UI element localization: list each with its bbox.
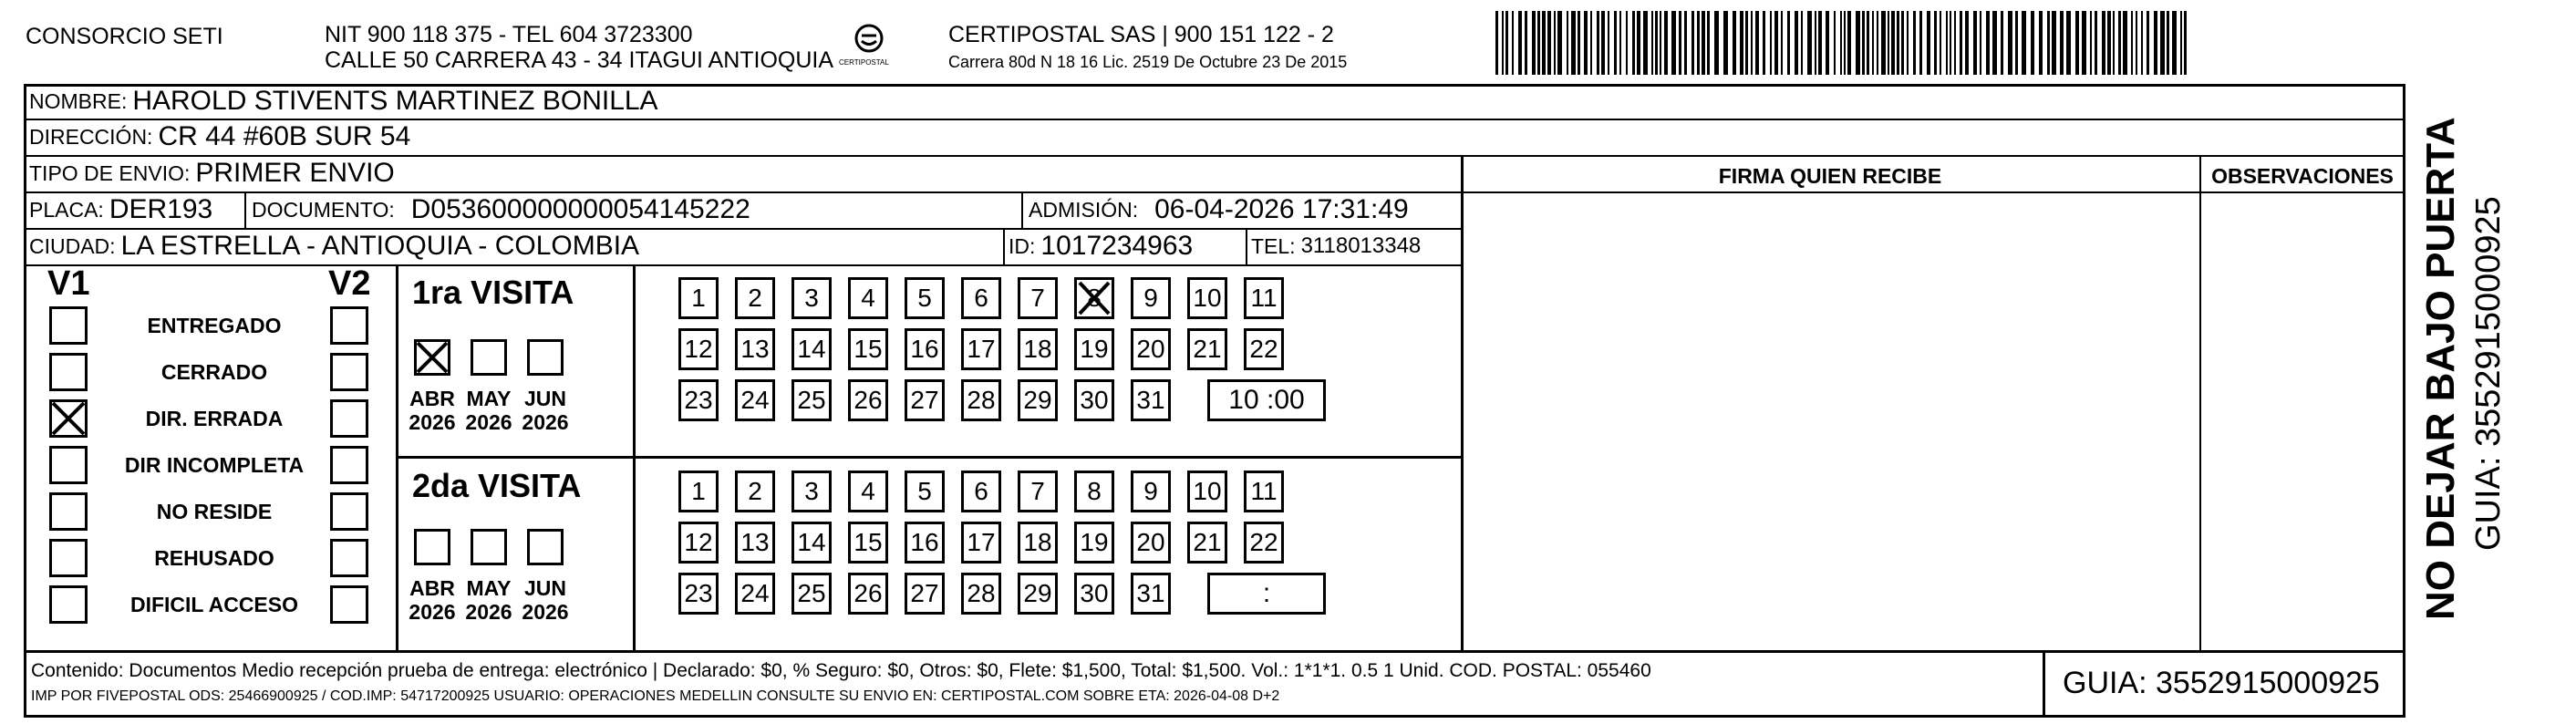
visit2-day-4[interactable] — [848, 471, 888, 512]
visit2-day-22[interactable] — [1244, 522, 1284, 564]
visit2-day-label: 3 — [804, 477, 819, 505]
visit1-day-20[interactable] — [1131, 328, 1171, 370]
visit1-day-label: 12 — [684, 335, 713, 363]
v1-checkbox-cerrado[interactable] — [49, 353, 88, 391]
visit2-day-15[interactable] — [848, 522, 888, 564]
v1-checkbox-dir-incompleta[interactable] — [49, 446, 88, 484]
visit1-day-12[interactable] — [678, 328, 719, 370]
visit1-month-label: JUN 2026 — [522, 387, 569, 435]
visit1-day-label: 11 — [1250, 284, 1278, 312]
type-row — [29, 156, 395, 191]
visit2-time-value: : — [1262, 578, 1271, 608]
admission-label: ADMISIÓN: — [1029, 197, 1139, 222]
id-row — [1009, 229, 1193, 264]
logo-text: CERTIPOSTAL — [839, 58, 889, 67]
visit1-day-label: 17 — [967, 335, 996, 363]
v2-checkbox-dir-errada[interactable] — [330, 399, 368, 438]
visit2-day-18[interactable] — [1018, 522, 1058, 564]
v2-checkbox-rehusado[interactable] — [330, 539, 368, 577]
visit1-day-29[interactable] — [1018, 379, 1058, 421]
visit1-day-label: 9 — [1143, 284, 1158, 312]
v2-checkbox-entregado[interactable] — [330, 306, 368, 345]
visit1-day-7[interactable] — [1018, 277, 1058, 319]
visit2-day-label: 30 — [1080, 579, 1109, 607]
company-name: CONSORCIO SETI — [26, 24, 223, 49]
visit2-day-label: 7 — [1030, 477, 1045, 505]
visit1-day-label: 13 — [740, 335, 770, 363]
visit2-day-3[interactable] — [791, 471, 832, 512]
visit1-day-label: 3 — [804, 284, 819, 312]
x-mark-icon — [49, 399, 88, 438]
visit1-day-label: 23 — [684, 386, 713, 414]
license-line: Carrera 80d N 18 16 Lic. 2519 De Octubre 23 De 2015 — [948, 53, 1348, 71]
v1-checkbox-entregado[interactable] — [49, 306, 88, 345]
visit2-month-label: MAY 2026 — [465, 576, 512, 625]
city-row — [29, 229, 639, 264]
visit2-day-label: 13 — [740, 528, 770, 556]
visit2-day-label: 4 — [861, 477, 875, 505]
visit2-day-label: 5 — [917, 477, 932, 505]
id-value: 1017234963 — [1040, 231, 1194, 261]
visit1-day-31[interactable] — [1131, 379, 1171, 421]
signature-header: FIRMA QUIEN RECIBE — [1718, 164, 1942, 188]
visit1-day-2[interactable] — [735, 277, 775, 319]
visit1-day-1[interactable] — [678, 277, 719, 319]
visit1-day-28[interactable] — [961, 379, 1001, 421]
barcode-icon — [1495, 11, 2188, 75]
plate-label: PLACA: — [29, 197, 104, 222]
visit2-day-28[interactable] — [961, 573, 1001, 615]
visit2-day-label: 26 — [853, 579, 883, 607]
visit2-day-10[interactable] — [1187, 471, 1227, 512]
visit1-day-11[interactable] — [1244, 277, 1284, 319]
visit1-month-checkbox-may[interactable] — [471, 339, 507, 376]
status-label-no-reside: NO RESIDE — [156, 500, 273, 523]
visit1-title: 1ra VISITA — [412, 274, 574, 311]
visit2-day-label: 20 — [1136, 528, 1165, 556]
v1-checkbox-rehusado[interactable] — [49, 539, 88, 577]
visit2-day-label: 12 — [684, 528, 713, 556]
type-value: PRIMER ENVIO — [195, 158, 395, 188]
visit2-day-label: 23 — [684, 579, 713, 607]
visit2-day-label: 1 — [691, 477, 706, 505]
admission-row — [1029, 192, 1409, 227]
visit1-day-25[interactable] — [791, 379, 832, 421]
address-label: DIRECCIÓN: — [29, 124, 153, 149]
x-mark-icon — [414, 339, 450, 376]
visit1-month-label: ABR 2026 — [409, 387, 456, 435]
visit2-day-11[interactable] — [1244, 471, 1284, 512]
address-row — [29, 119, 410, 154]
visit1-day-label: 27 — [910, 386, 939, 414]
visit2-day-label: 8 — [1087, 477, 1102, 505]
v2-checkbox-dificil-acceso[interactable] — [330, 585, 368, 624]
visit1-day-label: 1 — [691, 284, 706, 312]
visit1-day-27[interactable] — [905, 379, 945, 421]
visit2-day-20[interactable] — [1131, 522, 1171, 564]
visit2-day-23[interactable] — [678, 573, 719, 615]
admission-value: 06-04-2026 17:31:49 — [1154, 194, 1409, 224]
visit2-month-label: ABR 2026 — [409, 576, 456, 625]
visit1-day-16[interactable] — [905, 328, 945, 370]
visit1-day-6[interactable] — [961, 277, 1001, 319]
plate-value: DER193 — [109, 194, 213, 224]
visit2-month-checkbox-jun[interactable] — [527, 529, 564, 565]
visit1-day-label: 29 — [1023, 386, 1052, 414]
visit1-day-label: 21 — [1193, 335, 1222, 363]
observations-header: OBSERVACIONES — [2211, 164, 2394, 188]
status-label-dir-incompleta: DIR INCOMPLETA — [124, 453, 305, 477]
visit1-month-checkbox-jun[interactable] — [527, 339, 564, 376]
visit2-day-label: 25 — [797, 579, 826, 607]
status-label-dir-errada: DIR. ERRADA — [145, 407, 284, 430]
footer-guia: GUIA: 3552915000925 — [2063, 666, 2380, 700]
plate-row — [29, 192, 212, 227]
visit2-month-label: JUN 2026 — [522, 576, 569, 625]
visit2-day-label: 19 — [1080, 528, 1109, 556]
visit1-month-label: MAY 2026 — [465, 387, 512, 435]
visit2-day-16[interactable] — [905, 522, 945, 564]
visit1-day-4[interactable] — [848, 277, 888, 319]
visit2-day-1[interactable] — [678, 471, 719, 512]
visit2-day-21[interactable] — [1187, 522, 1227, 564]
side-guia: GUIA: 3552915000925 — [2469, 196, 2508, 551]
document-label: DOCUMENTO: — [252, 197, 395, 222]
v2-checkbox-dir-incompleta[interactable] — [330, 446, 368, 484]
signature-area[interactable] — [1463, 193, 2198, 649]
visit1-day-17[interactable] — [961, 328, 1001, 370]
visit1-day-15[interactable] — [848, 328, 888, 370]
visit2-time-box[interactable] — [1207, 573, 1326, 615]
content-line: Contenido: Documentos Medio recepción prueba de entrega: electrónico | Declarado: $0, % Seguro: $0, Otros: $0, Flete: $1,500, Total: $1,500. Vol.: 1*1*1. 0.5 1 Unid. COD. POSTAL: 055460 — [31, 660, 1651, 681]
visit2-day-7[interactable] — [1018, 471, 1058, 512]
observations-area[interactable] — [2201, 193, 2404, 649]
v1-header: V1 — [47, 264, 90, 303]
imp-line: IMP POR FIVEPOSTAL ODS: 25466900925 / COD.IMP: 54717200925 USUARIO: OPERACIONES MEDELLIN CONSULTE SU ENVIO EN: CERTIPOSTAL.COM SOBRE ETA: 2026-04-08 D+2 — [31, 688, 1280, 704]
visit2-day-label: 29 — [1023, 579, 1052, 607]
visit1-day-label: 26 — [853, 386, 883, 414]
visit1-day-30[interactable] — [1074, 379, 1114, 421]
visit1-day-label: 24 — [740, 386, 770, 414]
visit1-day-label: 30 — [1080, 386, 1109, 414]
visit2-day-label: 15 — [853, 528, 883, 556]
visit2-day-25[interactable] — [791, 573, 832, 615]
tel-label: TEL: — [1251, 233, 1296, 258]
visit1-day-13[interactable] — [735, 328, 775, 370]
name-value: HAROLD STIVENTS MARTINEZ BONILLA — [132, 86, 658, 116]
name-row — [29, 84, 658, 119]
visit2-day-8[interactable] — [1074, 471, 1114, 512]
visit2-day-24[interactable] — [735, 573, 775, 615]
visit1-day-18[interactable] — [1018, 328, 1058, 370]
v2-checkbox-no-reside[interactable] — [330, 492, 368, 531]
v1-checkbox-no-reside[interactable] — [49, 492, 88, 531]
x-mark-icon — [1076, 279, 1112, 317]
visit2-day-label: 18 — [1023, 528, 1052, 556]
visit1-day-10[interactable] — [1187, 277, 1227, 319]
document-row — [252, 192, 750, 227]
status-label-rehusado: REHUSADO — [154, 546, 274, 570]
visit1-day-14[interactable] — [791, 328, 832, 370]
visit1-day-label: 20 — [1136, 335, 1165, 363]
visit1-day-label: 7 — [1030, 284, 1045, 312]
address-value: CR 44 #60B SUR 54 — [158, 121, 411, 151]
visit2-day-label: 10 — [1193, 477, 1222, 505]
visit1-day-label: 14 — [797, 335, 826, 363]
barcode — [1495, 11, 2188, 75]
visit2-day-14[interactable] — [791, 522, 832, 564]
document-value: D053600000000054145222 — [410, 194, 750, 224]
visit2-month-checkbox-may[interactable] — [471, 529, 507, 565]
visit1-day-label: 31 — [1136, 386, 1165, 414]
visit1-day-19[interactable] — [1074, 328, 1114, 370]
visit2-day-17[interactable] — [961, 522, 1001, 564]
visit1-time-box[interactable] — [1207, 379, 1326, 421]
visit2-day-label: 16 — [910, 528, 939, 556]
visit1-day-9[interactable] — [1131, 277, 1171, 319]
visit1-day-label: 8 — [1087, 284, 1102, 312]
visit2-day-2[interactable] — [735, 471, 775, 512]
visit1-day-5[interactable] — [905, 277, 945, 319]
visit2-month-checkbox-abr[interactable] — [414, 529, 450, 565]
visit1-day-label: 18 — [1023, 335, 1052, 363]
visit2-day-label: 9 — [1143, 477, 1158, 505]
visit1-day-label: 5 — [917, 284, 932, 312]
visit1-day-label: 16 — [910, 335, 939, 363]
visit1-day-label: 15 — [853, 335, 883, 363]
status-label-cerrado: CERRADO — [160, 360, 268, 384]
visit2-day-29[interactable] — [1018, 573, 1058, 615]
certipostal-logo — [837, 20, 901, 71]
visit2-day-label: 14 — [797, 528, 826, 556]
visit2-day-label: 11 — [1250, 477, 1278, 505]
tel-row — [1251, 229, 1421, 264]
visit1-day-label: 4 — [861, 284, 875, 312]
visit2-day-label: 24 — [740, 579, 770, 607]
visit1-day-24[interactable] — [735, 379, 775, 421]
visit2-day-12[interactable] — [678, 522, 719, 564]
visit2-day-label: 17 — [967, 528, 996, 556]
certipostal-line: CERTIPOSTAL SAS | 900 151 122 - 2 — [948, 22, 1334, 47]
status-label-dificil-acceso: DIFICIL ACCESO — [129, 593, 298, 616]
visit1-day-label: 19 — [1080, 335, 1109, 363]
v2-checkbox-cerrado[interactable] — [330, 353, 368, 391]
visit2-day-5[interactable] — [905, 471, 945, 512]
visit2-day-label: 6 — [974, 477, 988, 505]
visit1-day-label: 6 — [974, 284, 988, 312]
visit1-day-label: 10 — [1193, 284, 1222, 312]
visit2-day-31[interactable] — [1131, 573, 1171, 615]
city-value: LA ESTRELLA - ANTIOQUIA - COLOMBIA — [120, 231, 640, 261]
visit2-day-label: 31 — [1136, 579, 1165, 607]
side-warning: NO DEJAR BAJO PUERTA — [2418, 117, 2463, 620]
id-label: ID: — [1009, 233, 1036, 258]
visit1-time-value: 10 :00 — [1228, 385, 1305, 415]
visit1-day-23[interactable] — [678, 379, 719, 421]
v2-header: V2 — [328, 264, 371, 303]
visit1-day-3[interactable] — [791, 277, 832, 319]
visit2-day-13[interactable] — [735, 522, 775, 564]
v1-checkbox-dificil-acceso[interactable] — [49, 585, 88, 624]
visit1-day-label: 2 — [748, 284, 762, 312]
visit2-day-label: 21 — [1193, 528, 1222, 556]
status-label-entregado: ENTREGADO — [147, 314, 282, 337]
visit2-day-label: 28 — [967, 579, 996, 607]
name-label: NOMBRE: — [29, 88, 128, 113]
visit2-day-26[interactable] — [848, 573, 888, 615]
visit1-day-26[interactable] — [848, 379, 888, 421]
visit1-day-label: 25 — [797, 386, 826, 414]
visit1-day-label: 28 — [967, 386, 996, 414]
visit2-day-6[interactable] — [961, 471, 1001, 512]
visit2-day-label: 22 — [1249, 528, 1278, 556]
nit-line: NIT 900 118 375 - TEL 604 3723300 — [325, 22, 693, 47]
city-label: CIUDAD: — [29, 233, 116, 258]
visit2-day-19[interactable] — [1074, 522, 1114, 564]
visit1-day-label: 22 — [1249, 335, 1278, 363]
visit2-day-27[interactable] — [905, 573, 945, 615]
tel-value: 3118013348 — [1300, 233, 1422, 258]
visit2-day-label: 2 — [748, 477, 762, 505]
visit2-day-30[interactable] — [1074, 573, 1114, 615]
address-line: CALLE 50 CARRERA 43 - 34 ITAGUI ANTIOQUIA — [325, 47, 834, 73]
type-label: TIPO DE ENVIO: — [29, 160, 191, 185]
visit2-day-label: 27 — [910, 579, 939, 607]
visit2-title: 2da VISITA — [412, 467, 582, 504]
visit1-day-22[interactable] — [1244, 328, 1284, 370]
visit1-day-21[interactable] — [1187, 328, 1227, 370]
visit2-day-9[interactable] — [1131, 471, 1171, 512]
